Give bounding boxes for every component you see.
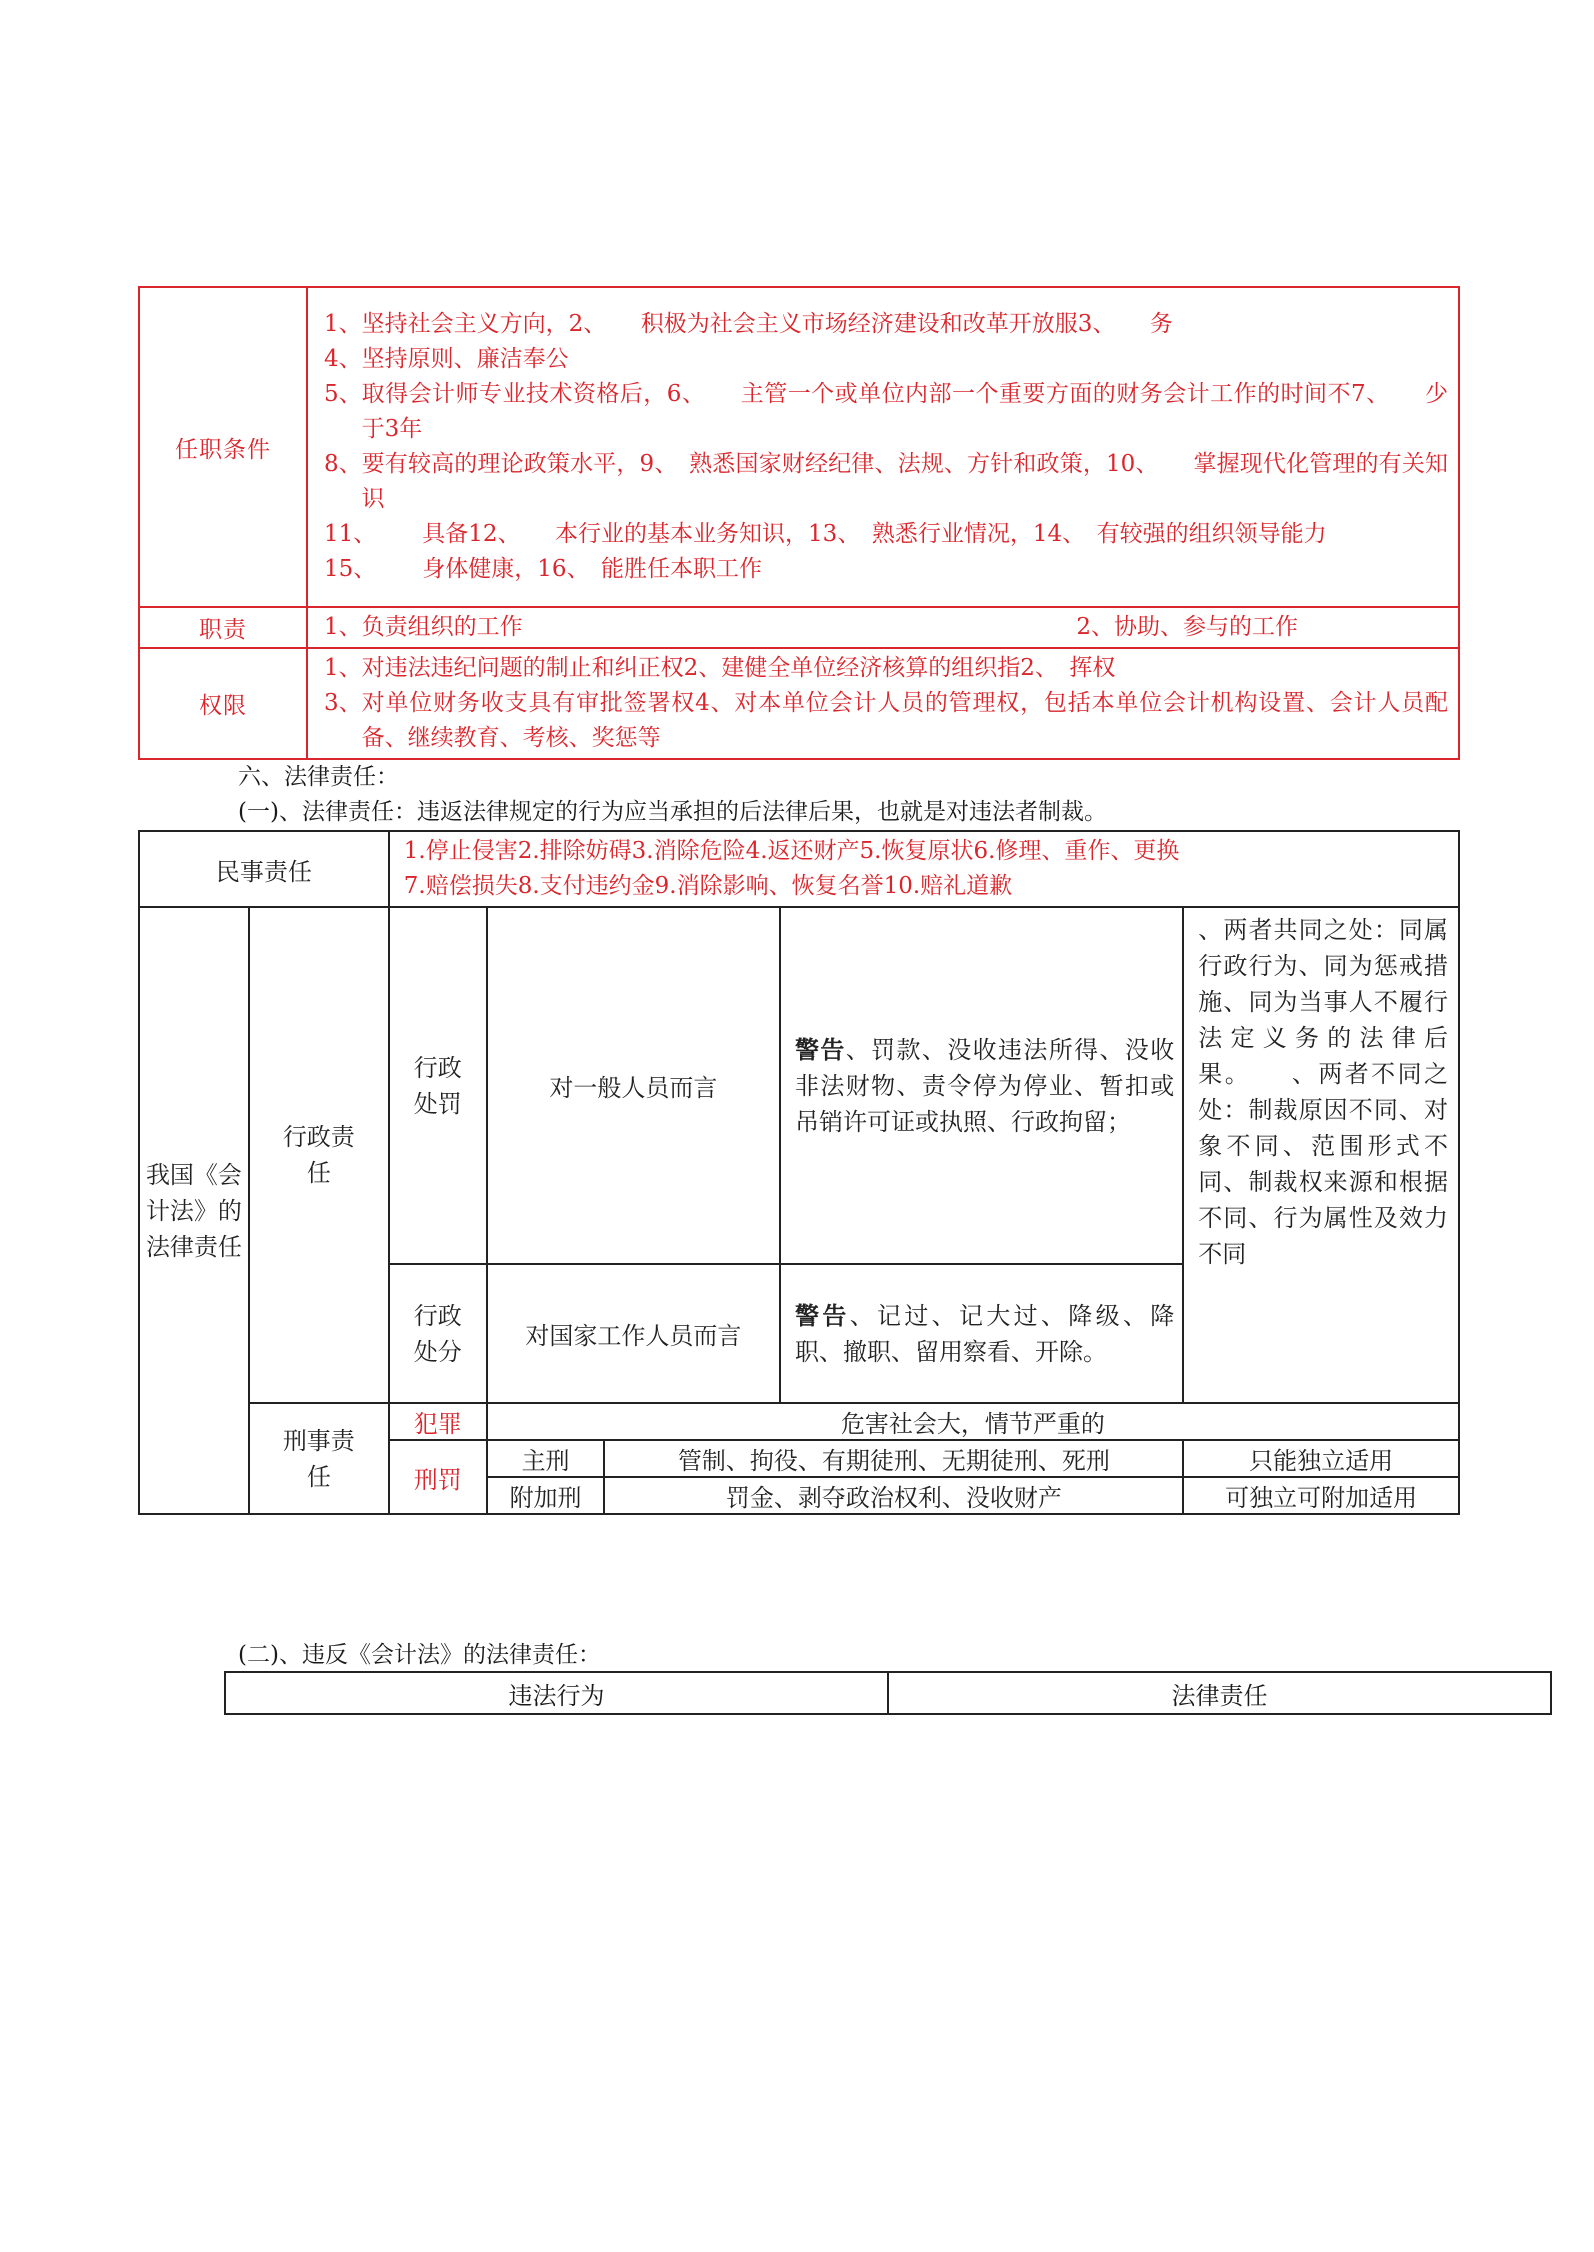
penalty-warn: 警告	[795, 1034, 846, 1064]
crime-text: 危害社会大，情节严重的	[487, 1403, 1459, 1440]
row-label: 权限	[139, 648, 307, 759]
item-text: 取得会计师专业技术资格后，6、 主管一个或单位内部一个重要方面的财务会计工作的时间不7、 少于3年	[361, 381, 1448, 442]
law-label: 我国《会计法》的法律责任	[139, 907, 249, 1514]
table-row	[139, 648, 1459, 759]
comparison-note: 、两者共同之处：同属行政行为、同为惩戒措施、同为当事人不履行法定义务的法律后果。 、两者不同之处：制裁原因不同、对象不同、范围形式不同、制裁权来源和根据不同、行为属性及效力不同	[1183, 907, 1459, 1403]
add-note: 可独立可附加适用	[1183, 1477, 1459, 1514]
section-heading: 六、法律责任：	[238, 764, 399, 790]
column-header: 法律责任	[888, 1672, 1551, 1714]
item-text: 对单位财务收支具有审批签署权4、对本单位会计人员的管理权，包括本单位会计机构设置、会计人员配备、继续教育、考核、奖惩等	[361, 690, 1448, 751]
qualification-table	[138, 286, 1460, 760]
item-number: 1、	[324, 655, 362, 681]
penalty-label: 行政处罚	[389, 907, 487, 1264]
list-item	[324, 552, 1448, 587]
list-item	[324, 307, 1448, 342]
main-label: 主刑	[487, 1440, 605, 1477]
item-number: 1、	[324, 311, 362, 337]
admin-label: 行政责任	[249, 907, 389, 1403]
table-row	[225, 1672, 1551, 1714]
row-content	[307, 287, 1459, 607]
duty-left: 1、负责组织的工作	[324, 614, 523, 640]
sanction-content	[780, 1264, 1183, 1403]
item-number: 5、	[324, 381, 362, 407]
item-number: 4、	[324, 346, 362, 372]
row-label: 职责	[139, 607, 307, 648]
add-label: 附加刑	[487, 1477, 605, 1514]
item-number: 8、	[324, 451, 362, 477]
table-row	[139, 907, 1459, 1264]
item-text: 坚持社会主义方向，2、 积极为社会主义市场经济建设和改革开放服3、 务	[361, 311, 1173, 337]
penalty-rest: 、罚款、没收违法所得、没收非法财物、责令停为停业、暂扣或吊销许可证或执照、行政拘留；	[795, 1035, 1175, 1136]
duty-right: 2、协助、参与的工作	[1076, 614, 1298, 640]
row-label: 任职条件	[139, 287, 307, 607]
item-number: 15、	[324, 556, 377, 582]
table-row	[139, 607, 1459, 648]
civil-line: 7.赔偿损失8.支付违约金9.消除影响、恢复名誉10.赔礼道歉	[403, 873, 1013, 899]
liability-table	[138, 830, 1460, 1515]
list-item	[324, 342, 1448, 377]
item-number: 11、	[324, 521, 377, 547]
item-text: 身体健康，16、 能胜任本职工作	[376, 556, 763, 582]
punishment-label: 刑罚	[389, 1440, 487, 1514]
section-subheading: (一)、法律责任：违返法律规定的行为应当承担的后法律后果，也就是对违法者制裁。	[238, 799, 1107, 825]
item-text: 对违法违纪问题的制止和纠正权2、建健全单位经济核算的组织指2、 挥权	[361, 655, 1116, 681]
table-row	[139, 831, 1459, 907]
sanction-warn: 警告	[795, 1300, 850, 1330]
list-item	[324, 377, 1448, 447]
item-text: 要有较高的理论政策水平，9、 熟悉国家财经纪律、法规、方针和政策，10、 掌握现代化管理的有关知识	[361, 451, 1448, 512]
sanction-target: 对国家工作人员而言	[487, 1264, 780, 1403]
section-heading-2: (二)、违反《会计法》的法律责任：	[238, 1642, 601, 1668]
criminal-label: 刑事责任	[249, 1403, 389, 1514]
row-content	[307, 648, 1459, 759]
sanction-label: 行政处分	[389, 1264, 487, 1403]
add-text: 罚金、剥夺政治权利、没收财产	[604, 1477, 1183, 1514]
list-item	[324, 447, 1448, 517]
sanction-rest: 、记过、记大过、降级、降职、撤职、留用察看、开除。	[795, 1301, 1175, 1366]
violation-table	[224, 1671, 1552, 1715]
civil-line: 1.停止侵害2.排除妨碍3.消除危险4.返还财产5.恢复原状6.修理、重作、更换	[403, 838, 1180, 864]
list-item	[324, 517, 1448, 552]
table-row	[139, 1403, 1459, 1440]
main-note: 只能独立适用	[1183, 1440, 1459, 1477]
penalty-target: 对一般人员而言	[487, 907, 780, 1264]
table-row	[139, 287, 1459, 607]
penalty-content	[780, 907, 1183, 1264]
civil-content	[389, 831, 1459, 907]
civil-label: 民事责任	[139, 831, 389, 907]
row-content	[307, 607, 1459, 648]
item-text: 坚持原则、廉洁奉公	[361, 346, 569, 372]
list-item	[324, 686, 1448, 756]
item-text: 具备12、 本行业的基本业务知识，13、 熟悉行业情况，14、 有较强的组织领导能力	[376, 521, 1327, 547]
crime-label: 犯罪	[389, 1403, 487, 1440]
list-item	[324, 651, 1448, 686]
column-header: 违法行为	[225, 1672, 888, 1714]
item-number: 3、	[324, 690, 362, 716]
main-text: 管制、拘役、有期徒刑、无期徒刑、死刑	[604, 1440, 1183, 1477]
